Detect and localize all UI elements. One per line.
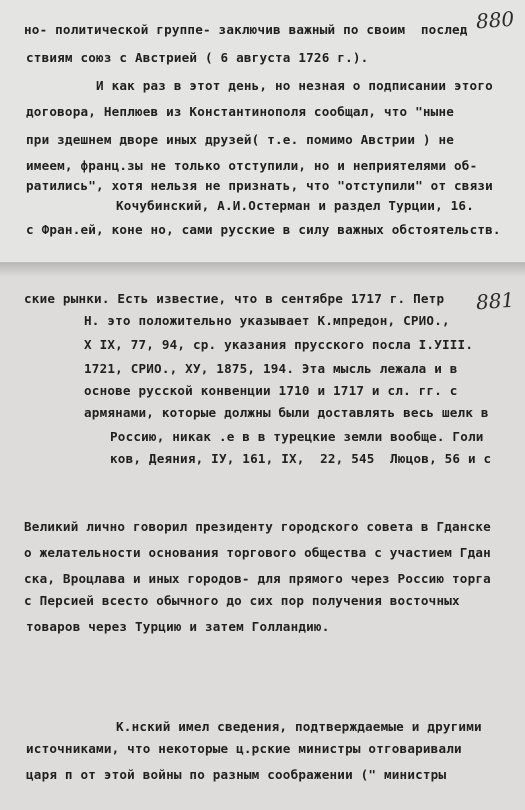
footnote-line: Россию, никак .е в в турецкие земли вообще. Голи	[110, 429, 484, 444]
text-line: К.нский имел сведения, подтверждаемые и другими	[116, 719, 482, 734]
footnote-line: Кочубинский, А.И.Остерман и раздел Турции, 16.	[116, 198, 474, 213]
text-line: о желательности основания торгового общества с участием Гдан	[24, 545, 491, 560]
typescript-page-881	[0, 262, 525, 810]
footnote-line: X IX, 77, 94, ср. указания прусского посла I.УIII.	[84, 337, 474, 352]
text-line: но- политической группе- заключив важный по своим послед	[24, 22, 468, 37]
page-fold-shadow	[0, 263, 525, 277]
text-line: источниками, что некоторые ц.рские министры отговаривали	[26, 741, 462, 756]
text-line: с Персией всесто обычного до сих пор получения восточных	[24, 593, 460, 608]
text-line: с Фран.ей, коне но, сами русские в силу важных обстоятельств.	[26, 222, 501, 237]
footnote-line: армянами, которые должны были доставлять весь шелк в	[84, 405, 489, 420]
text-line: ратились", хотя нельзя не признать, что "отступили" от связи	[26, 178, 493, 193]
text-line: товаров через Турцию и затем Голландию.	[26, 619, 330, 634]
text-line: ские рынки. Есть известие, что в сентябре 1717 г. Петр	[24, 291, 445, 306]
text-line: Великий лично говорил президенту городского совета в Гданске	[24, 519, 491, 534]
text-line: при здешнем дворе иных друзей( т.е. помимо Австрии ) не	[26, 132, 455, 147]
page-number: 880	[475, 6, 515, 34]
text-line: договора, Неплюев из Константинополя сообщал, что "ныне	[26, 104, 455, 119]
text-line: И как раз в этот день, но незная о подписании этого	[96, 78, 493, 93]
text-line: ска, Вроцлава и иных городов- для прямого через Россию торга	[24, 571, 491, 586]
footnote-line: основе русской конвенции 1710 и 1717 и сл. гг. с	[84, 383, 458, 398]
text-line: имеем, франц.зы не только отступили, но и неприятелями об-	[26, 158, 478, 173]
page-number: 881	[475, 287, 515, 315]
footnote-line: Н. это положительно указывает К.мпредон, СРИО.,	[84, 313, 450, 328]
footnote-line: ков, Деяния, IУ, 161, IX, 22, 545 Люцов, 56 и с	[110, 451, 492, 466]
text-line: царя п от этой войны по разным соображении (" министры	[26, 767, 447, 782]
footnote-line: 1721, СРИО., ХУ, 1875, 194. Эта мысль лежала и в	[84, 361, 458, 376]
text-line: ствиям союз с Австрией ( 6 августа 1726 г.).	[26, 50, 369, 65]
typescript-page-880	[0, 0, 525, 262]
